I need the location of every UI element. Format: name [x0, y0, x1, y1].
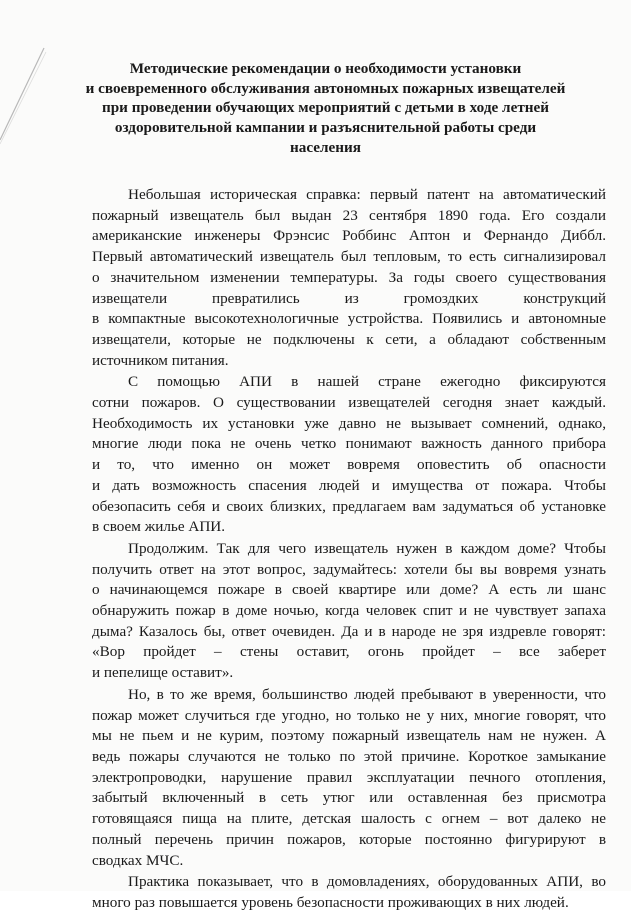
text-line: получить ответ на этот вопрос, задумайтесь: хотели бы вы вовремя узнать — [92, 560, 606, 578]
text-line: о начинающемся пожаре в своей квартире или доме? А есть ли шанс — [92, 581, 606, 599]
paragraph-practice — [92, 872, 606, 913]
text-line: о значительном изменении температуры. За годы своего существования — [92, 268, 606, 286]
title-line: и своевременного обслуживания автономных пожарных извещателей — [85, 79, 566, 97]
text-line: Необходимость их установки уже давно не вызывает сомнений, однако, — [92, 414, 606, 432]
paragraph-history — [92, 185, 606, 371]
text-line: и дать возможность спасения людей и имущества от пожара. Чтобы — [92, 476, 606, 494]
title-line: оздоровительной кампании и разъяснительной работы среди — [114, 119, 537, 137]
text-line: и то, что именно он может вовремя оповестить об опасности — [92, 456, 606, 474]
paragraph-fire-causes — [92, 685, 606, 871]
text-line: пожар может случиться где угодно, но только не у них, многие говорят, что — [92, 706, 606, 724]
text-line: мы не пьем и не курим, поэтому пожарный извещатель нам не нужен. А — [92, 727, 606, 745]
text-line: американские инженеры Фрэнсис Роббинс Аптон и Фернандо Диббл. — [92, 227, 606, 245]
title-line: при проведении обучающих мероприятий с детьми в ходе летней — [101, 99, 550, 117]
text-line: Практика показывает, что в домовладениях, оборудованных АПИ, во — [128, 873, 606, 891]
scan-fold-mark — [0, 40, 60, 150]
paragraph-why-needed — [92, 539, 606, 684]
text-line: в компактные высокотехнологичные устройства. Появились и автономные — [92, 310, 606, 328]
text-line: источником питания. — [92, 351, 229, 369]
text-line: «Вор пройдет – стены оставит, огонь пройдет – все заберет — [92, 643, 606, 661]
text-line: ведь пожары случаются не только по этой причине. Короткое замыкание — [92, 747, 606, 765]
text-line: дыма? Казалось бы, ответ очевиден. Да и в народе не зря издревле говорят: — [92, 622, 606, 640]
text-line: обнаружить пожар в доме ночью, когда человек спит и не чувствует запаха — [92, 602, 606, 620]
text-line: обезопасить себя и своих близких, предлагаем вам задуматься об установке — [92, 497, 606, 515]
title-line: населения — [290, 138, 361, 156]
text-line: много раз повышается уровень безопасности проживающих в них людей. — [92, 893, 569, 911]
text-line: Но, в то же время, большинство людей пребывают в уверенности, что — [128, 685, 606, 703]
text-line: Первый автоматический извещатель был тепловым, то есть сигнализировал — [92, 248, 606, 266]
paragraph-api-importance — [92, 372, 606, 538]
text-line: электропроводки, нарушение правил эксплуатации печного отопления, — [92, 768, 606, 786]
text-line: пожарный извещатель был выдан 23 сентября 1890 года. Его создали — [92, 206, 606, 224]
text-line: извещатели, которые не подключены к сети, а обладают собственным — [92, 330, 606, 348]
text-line: многие люди пока не очень четко понимают важность данного прибора — [92, 435, 606, 453]
text-line: извещатели превратились из громоздких конструкций — [92, 289, 606, 307]
text-line: в своем жилье АПИ. — [92, 518, 226, 536]
text-line: сводках МЧС. — [92, 851, 184, 869]
document-title — [60, 59, 591, 158]
text-line: забытый включенный в сеть утюг или оставленная без присмотра — [92, 789, 606, 807]
text-line: готовящаяся пища на плите, детская шалость с огнем – вот далеко не — [92, 810, 606, 828]
text-line: полный перечень причин пожаров, которые постоянно фигурируют в — [92, 830, 606, 848]
text-line: Продолжим. Так для чего извещатель нужен в каждом доме? Чтобы — [128, 539, 606, 557]
text-line: сотни пожаров. О существовании извещателей сегодня знает каждый. — [92, 394, 606, 412]
text-line: С помощью АПИ в нашей стране ежегодно фиксируются — [128, 373, 606, 391]
text-line: Небольшая историческая справка: первый патент на автоматический — [128, 186, 606, 203]
text-line: и пепелище оставит». — [92, 664, 234, 682]
title-line: Методические рекомендации о необходимости установки — [129, 60, 522, 77]
document-body — [92, 185, 606, 914]
